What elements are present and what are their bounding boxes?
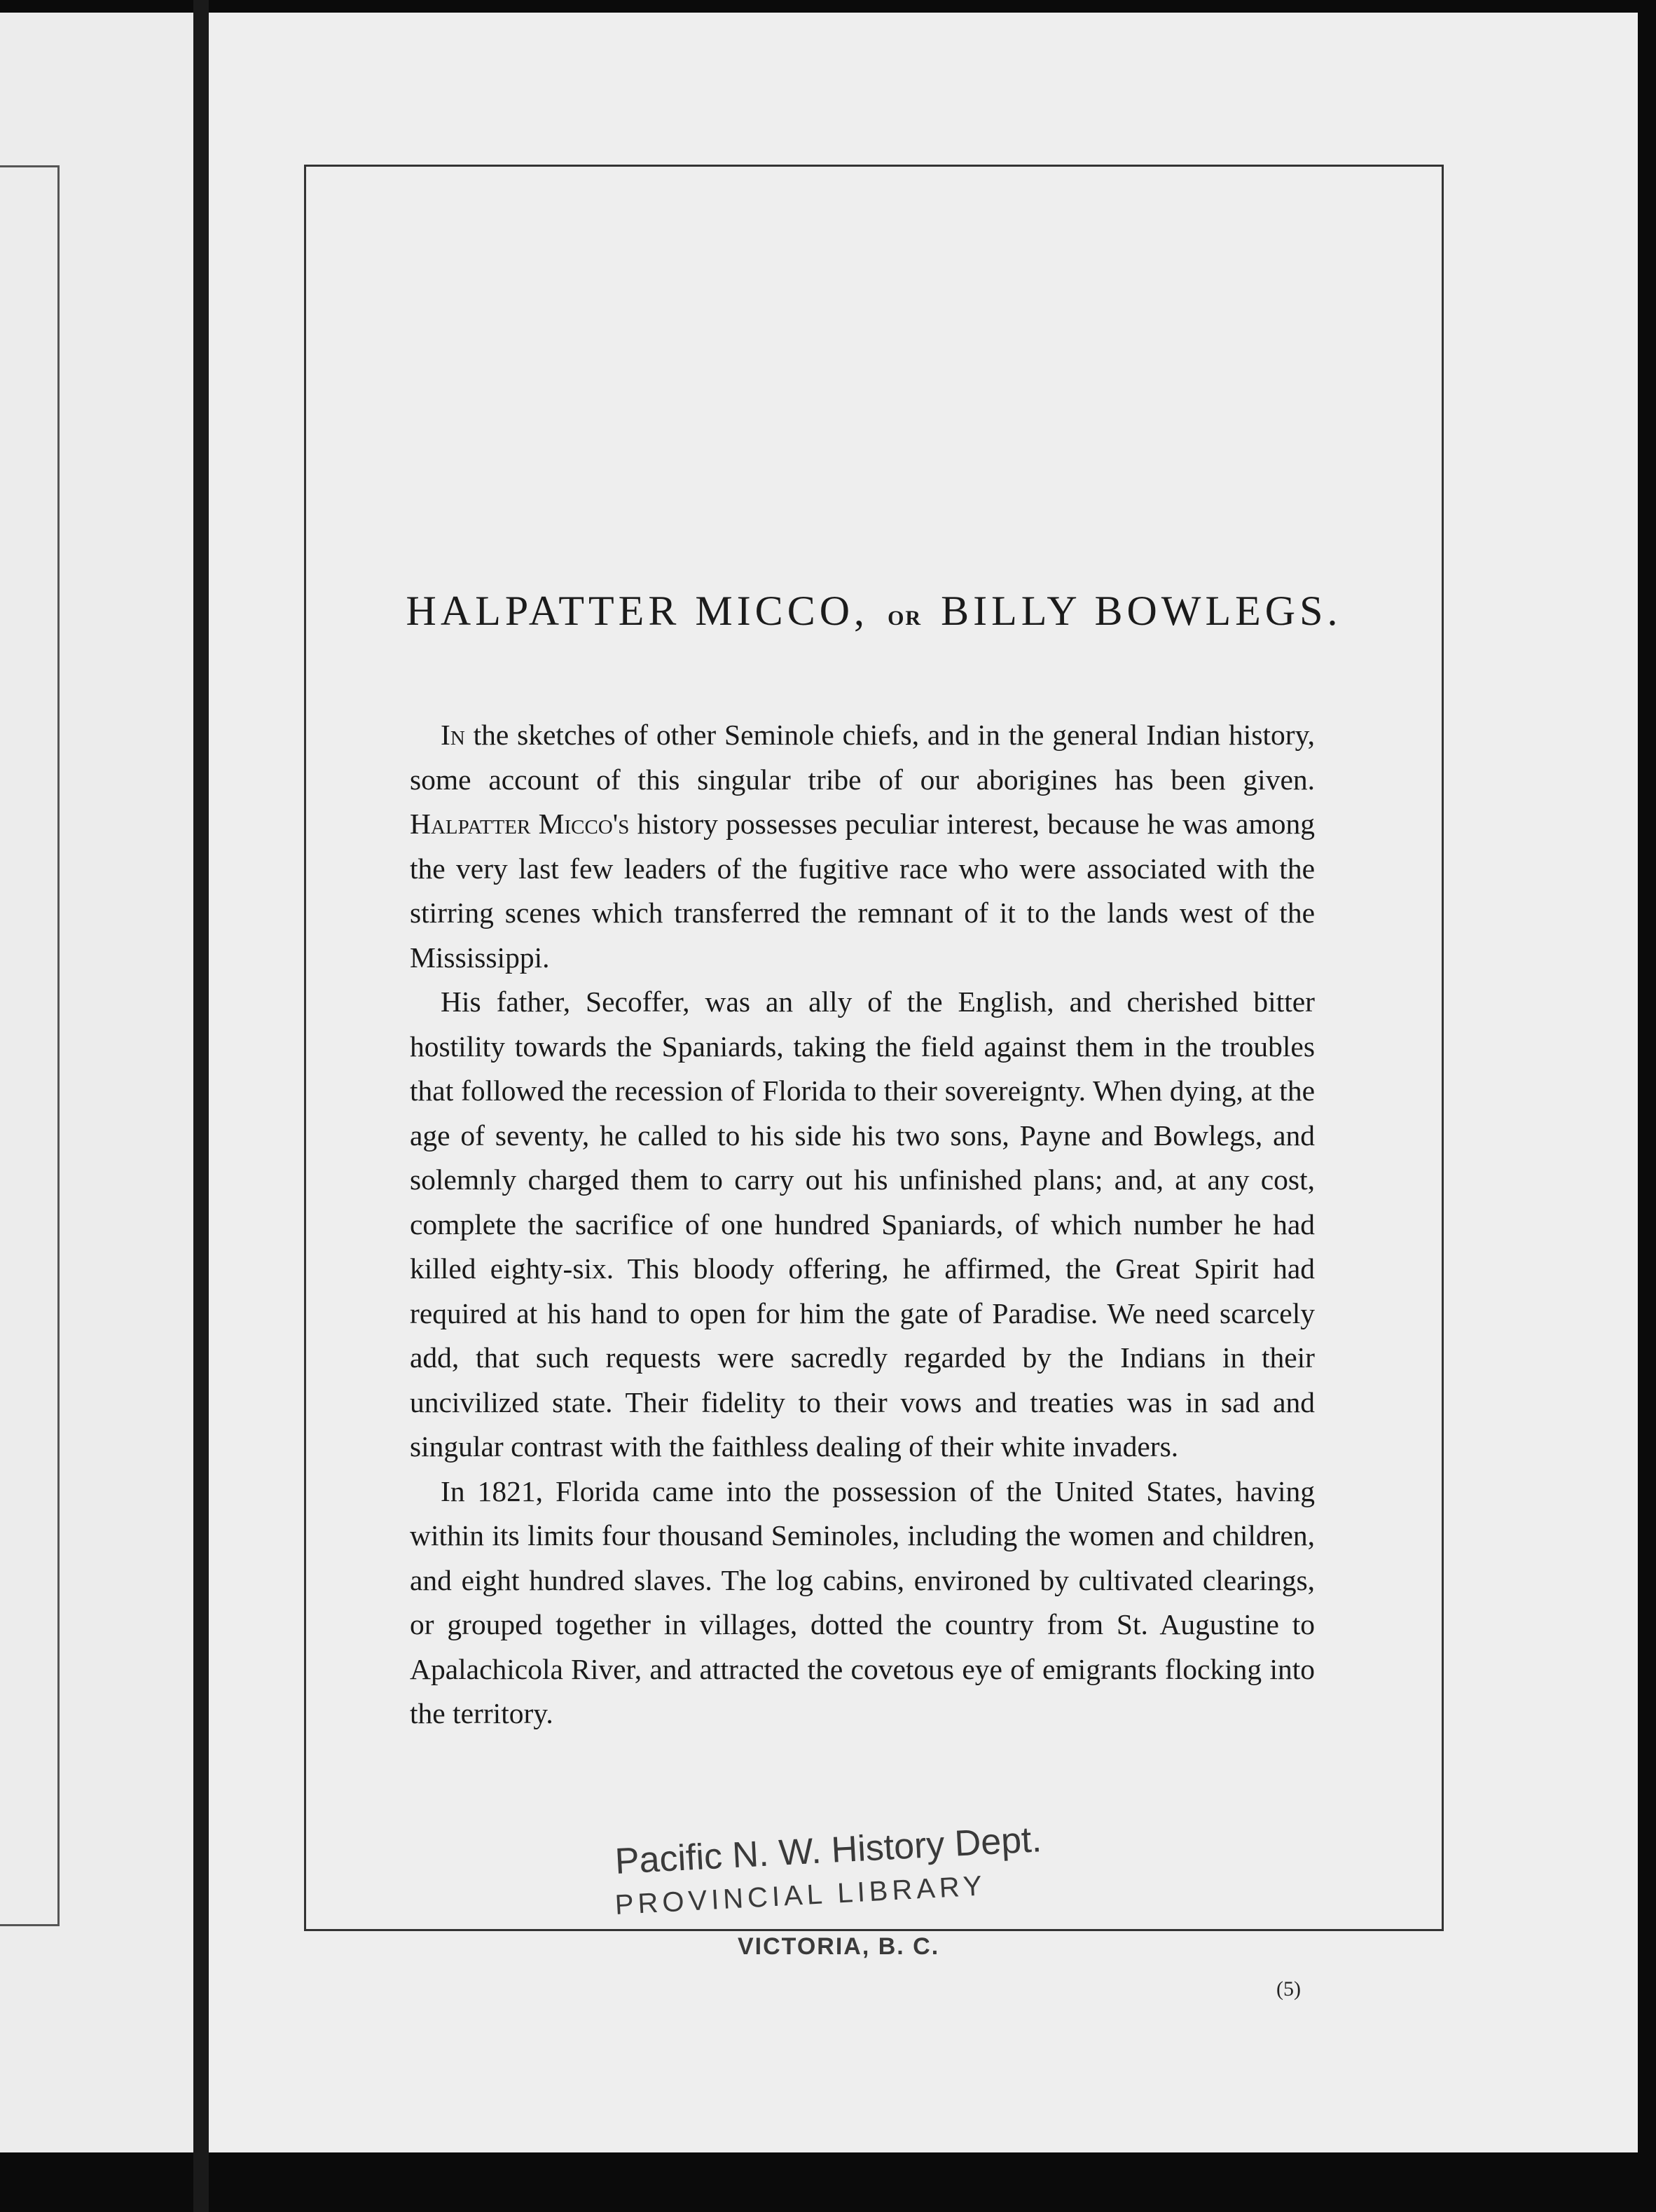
drop-word: In bbox=[441, 719, 465, 751]
paragraph-1-text-b: history possesses peculiar interest, because he was among the very last few leaders of the fugitive race who were associated with the stirring scenes which transferred the remnant of it to the lands west of the Mississippi. bbox=[410, 808, 1315, 974]
stamp-line-2: PROVINCIAL LIBRARY bbox=[614, 1870, 987, 1921]
library-stamp bbox=[601, 1819, 1091, 1967]
page-number: (5) bbox=[1276, 1977, 1301, 2000]
stamp-line-3: VICTORIA, B. C. bbox=[738, 1933, 940, 1960]
paragraph-1 bbox=[410, 713, 1315, 980]
title-or: OR bbox=[888, 607, 923, 630]
body-text bbox=[410, 713, 1315, 1736]
facing-page-border bbox=[0, 165, 60, 1926]
title-alt: BILLY BOWLEGS. bbox=[941, 588, 1342, 634]
paragraph-2: His father, Secoffer, was an ally of the English, and cherished bitter hostility towards the Spaniards, taking the field against them in the troubles that followed the recession of Florida to their sovereignty. When dying, at the age of seventy, he called to his side his two sons, Payne and Bowlegs, and solemnly charged them to carry out his unfinished plans; and, at any cost, complete the sacrifice of one hundred Spaniards, of which number he had killed eighty-six. This bloody offering, he affirmed, the Great Spirit had required at his hand to open for him the gate of Paradise. We need scarcely add, that such requests were sacredly regarded by the Indians in their uncivilized state. Their fidelity to their vows and treaties was in sad and singular contrast with the faithless dealing of their white invaders. bbox=[410, 986, 1315, 1463]
title-main: HALPATTER MICCO, bbox=[406, 588, 869, 634]
facing-page bbox=[0, 13, 193, 2152]
book-gutter bbox=[193, 0, 209, 2212]
book-page bbox=[209, 13, 1638, 2152]
stamp-line-1: Pacific N. W. History Dept. bbox=[614, 1819, 1043, 1882]
paragraph-3: In 1821, Florida came into the possession of the United States, having within its limits four thousand Seminoles, including the women and children, and eight hundred slaves. The log cabins, environed by cultivated clearings, or grouped together in villages, dotted the country from St. Augustine to Apalachicola River, and attracted the covetous eye of emigrants flocking into the territory. bbox=[410, 1474, 1315, 1729]
paragraph-1-text-a: the sketches of other Seminole chiefs, and in the general Indian history, some account of this singular tribe of our aborigines has been given. bbox=[410, 719, 1315, 796]
chief-name: Halpatter Micco's bbox=[410, 808, 630, 840]
chapter-title bbox=[306, 587, 1442, 635]
